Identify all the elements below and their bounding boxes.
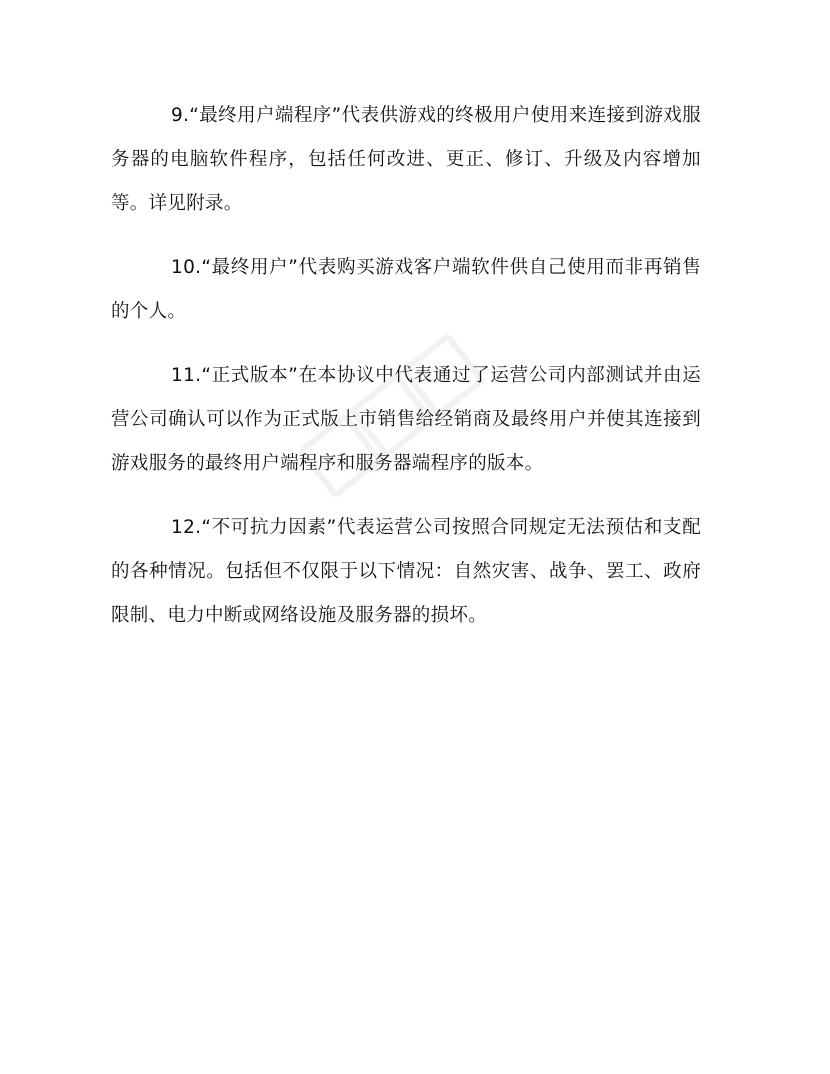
paragraph-10: 10.“最终用户”代表购买游戏客户端软件供自己使用而非再销售的个人。 [111,257,701,322]
paragraph-9: 9.“最终用户端程序”代表供游戏的终极用户使用来连接到游戏服务器的电脑软件程序，包括任何改进、更正、修订、升级及内容增加等。详见附录。 [111,105,701,214]
document-body [111,94,701,658]
paragraph-12: 12.“不可抗力因素”代表运营公司按照合同规定无法预估和支配的各种情况。包括但不仅限于以下情况：自然灾害、战争、罢工、政府限制、电力中断或网络设施及服务器的损坏。 [111,517,701,626]
paragraph-11: 11.“正式版本”在本协议中代表通过了运营公司内部测试并由运营公司确认可以作为正式版上市销售给经销商及最终用户并使其连接到游戏服务的最终用户端程序和服务器端程序的版本。 [111,365,701,474]
